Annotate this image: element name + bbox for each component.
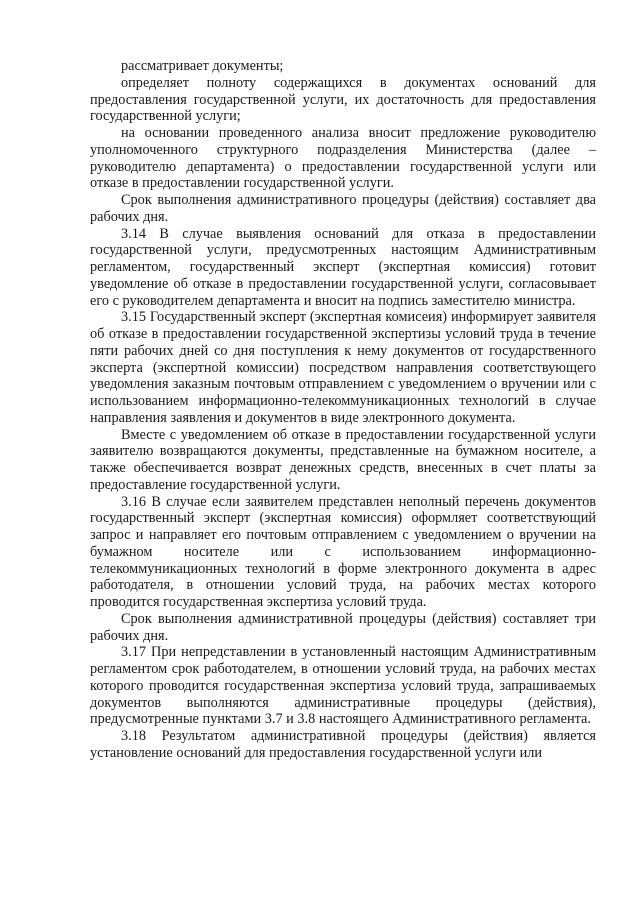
paragraph-determines-completeness: определяет полноту содержащихся в документах оснований для предоставления государственной услуги, их достаточность для предоставления государственной услуги; (90, 74, 596, 125)
paragraph-deadline-two-days: Срок выполнения административного процедуры (действия) составляет два рабочих дня. (90, 192, 596, 225)
paragraph-3-17: 3.17 При непредставлении в установленный настоящим Административным регламентом срок работодателем, в отношении условий труда, на рабочих местах которого проводится государственная экспертиза условий труда, запрашиваемых документов выполняются административные процедуры (действия), предусмотренные пунктами 3.7 и 3.8 настоящего Административного регламента. (90, 644, 596, 728)
document-page (90, 58, 596, 762)
paragraph-deadline-three-days: Срок выполнения административной процедуры (действия) составляет три рабочих дня. (90, 610, 596, 644)
paragraph-submits-proposal: на основании проведенного анализа вносит предложение руководителю уполномоченного структурного подразделения Министерства (далее – руководителю департамента) о предоставлении государственной услуги или отказе в предоставлении государственной услуги. (90, 125, 596, 192)
paragraph-3-14: 3.14 В случае выявления оснований для отказа в предоставлении государственной услуги, предусмотренных настоящим Административным регламентом, государственный эксперт (экспертная комиссия) готовит уведомление об отказе в предоставлении государственной услуги, согласовывает его с руководителем департамента и вносит на подпись заместителю министра. (90, 225, 596, 309)
paragraph-return-documents: Вместе с уведомлением об отказе в предоставлении государственной услуги заявителю возвращаются документы, представленные на бумажном носителе, а также обеспечивается возврат денежных средств, внесенных в счет платы за предоставление государственной услуги. (90, 426, 596, 493)
paragraph-reviews-documents: рассматривает документы; (121, 58, 284, 74)
paragraph-3-18: 3.18 Результатом административной процедуры (действия) является установление оснований для предоставления государственной услуги или (90, 728, 596, 761)
paragraph-3-15: 3.15 Государственный эксперт (экспертная комисеия) информирует заявителя об отказе в предоставлении государственной экспертизы условий труда в течение пяти рабочих дней со дня поступления к нему документов от государственного эксперта (экспертной комиссии) посредством направления соответствующего уведомления заказным почтовым отправлением с уведомлением о вручении или с использованием информационно-телекоммуникационных технологий в случае направления заявления и документов в виде электронного документа. (90, 309, 596, 426)
paragraph-3-16: 3.16 В случае если заявителем представлен неполный перечень документов государственный эксперт (экспертная комиссия) оформляет соответствующий запрос и направляет его почтовым отправлением с уведомлением о вручении на бумажном носителе или с использованием информационно-телекоммуникационных технологий в форме электронного документа в адрес работодателя, в отношении условий труда, на рабочих местах которого проводится государственная экспертиза условий труда. (90, 493, 596, 610)
